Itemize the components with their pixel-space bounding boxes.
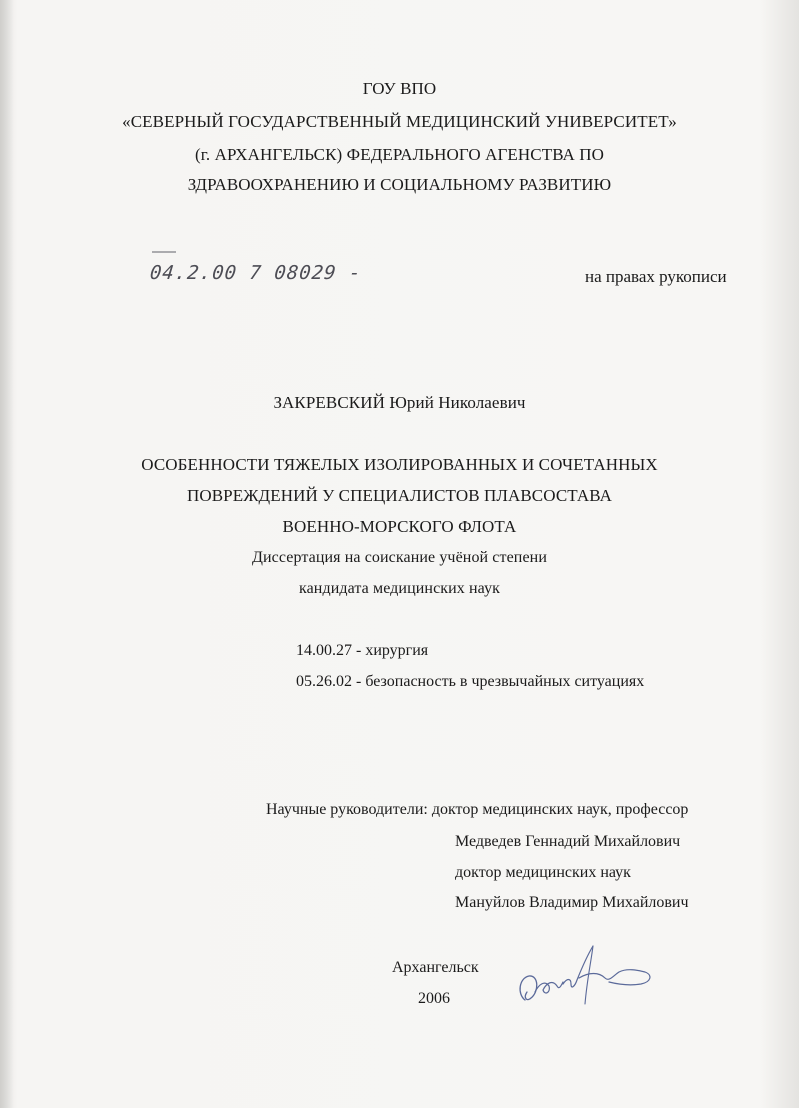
- supervisor-1-name: Медведев Геннадий Михайлович: [455, 833, 681, 850]
- stamp-mark: [152, 251, 176, 253]
- title-line-3: ВОЕННО-МОРСКОГО ФЛОТА: [282, 517, 517, 536]
- header-line-3: (г. АРХАНГЕЛЬСК) ФЕДЕРАЛЬНОГО АГЕНСТВА ПО: [194, 145, 605, 164]
- header-line-1: ГОУ ВПО: [362, 79, 437, 98]
- header-line-2: «СЕВЕРНЫЙ ГОСУДАРСТВЕННЫЙ МЕДИЦИНСКИЙ УНИВЕРСИТЕТ»: [122, 112, 677, 131]
- supervisor-2-name: Мануйлов Владимир Михайлович: [455, 894, 689, 911]
- footer-year: 2006: [418, 990, 450, 1007]
- signature-image: [505, 942, 665, 1012]
- title-line-2: ПОВРЕЖДЕНИЙ У СПЕЦИАЛИСТОВ ПЛАВСОСТАВА: [186, 486, 613, 505]
- manuscript-note: на правах рукописи: [585, 267, 727, 286]
- header-line-4: ЗДРАВООХРАНЕНИЮ И СОЦИАЛЬНОМУ РАЗВИТИЮ: [187, 175, 612, 194]
- title-line-1: ОСОБЕННОСТИ ТЯЖЕЛЫХ ИЗОЛИРОВАННЫХ И СОЧЕТАННЫХ: [141, 455, 658, 474]
- specialty-1: 14.00.27 - хирургия: [296, 642, 429, 659]
- stamp-number: 04.2.00 7 08029 -: [148, 262, 363, 284]
- supervisors-label: Научные руководители: доктор медицинских наук, профессор: [266, 801, 689, 818]
- supervisor-2-degree: доктор медицинских наук: [455, 864, 631, 881]
- specialty-2: 05.26.02 - безопасность в чрезвычайных ситуациях: [296, 673, 645, 690]
- degree-line-2: кандидата медицинских наук: [298, 580, 501, 597]
- degree-line-1: Диссертация на соискание учёной степени: [252, 549, 547, 566]
- author-name: ЗАКРЕВСКИЙ Юрий Николаевич: [273, 393, 526, 412]
- footer-city: Архангельск: [392, 959, 479, 976]
